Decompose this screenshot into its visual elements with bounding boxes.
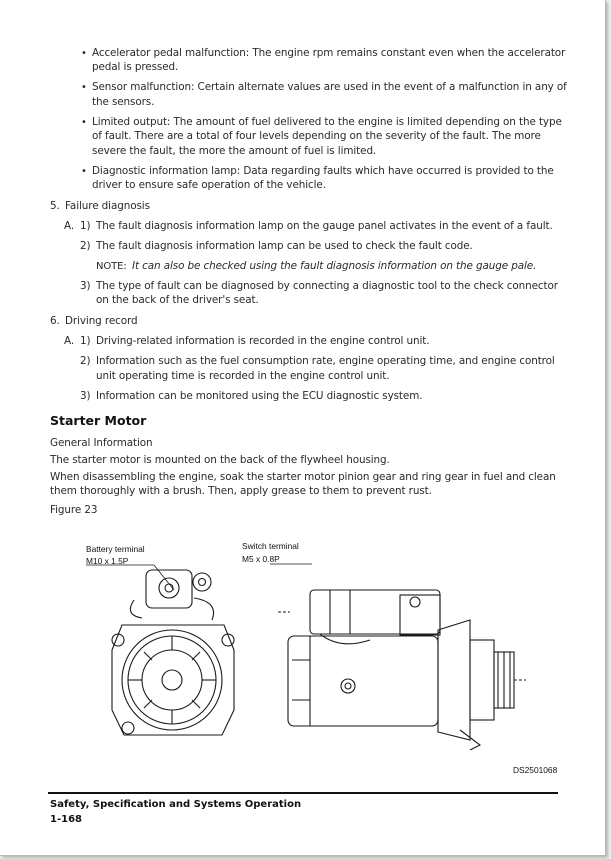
- section-6-item-3-number: 3): [80, 390, 91, 402]
- section-heading: Starter Motor: [50, 413, 147, 428]
- section-5-title: Failure diagnosis: [65, 200, 150, 212]
- section-6-item-2-line-1: Information such as the fuel consumption rate, engine operating time, and engine control: [96, 355, 555, 367]
- section-6-item-2-number: 2): [80, 355, 91, 367]
- bullet-icon: •: [81, 117, 87, 128]
- footer-title: Safety, Specification and Systems Operation: [50, 799, 302, 810]
- section-6-title: Driving record: [65, 315, 138, 327]
- bullet-icon: •: [81, 48, 87, 59]
- section-5-number: 5.: [50, 200, 60, 212]
- switch-terminal-spec: M5 x 0.8P: [242, 554, 280, 564]
- subheading: General Information: [50, 437, 153, 449]
- section-5-item-1-number: 1): [80, 220, 91, 232]
- battery-terminal-spec: M10 x 1.5P: [86, 556, 129, 566]
- bullet-2-line-1: Sensor malfunction: Certain alternate values are used in the event of a malfunction in any of: [92, 81, 567, 93]
- bullet-3-line-2: of fault. There are a total of four levels depending on the severity of the fault. The more: [92, 130, 541, 142]
- section-5-item-3-line-2: on the back of the driver's seat.: [96, 294, 259, 306]
- battery-terminal-label: Battery terminal: [86, 544, 145, 554]
- bullet-4-line-1: Diagnostic information lamp: Data regarding faults which have occurred is provided to the: [92, 165, 554, 177]
- bullet-1-line-2: pedal is pressed.: [92, 61, 179, 73]
- section-5-item-2-number: 2): [80, 240, 91, 252]
- section-5-item-2-text: The fault diagnosis information lamp can be used to check the fault code.: [96, 240, 473, 252]
- starter-motor-side-view: [270, 540, 540, 755]
- page-number: 1-168: [50, 814, 82, 825]
- bullet-icon: •: [81, 166, 87, 177]
- section-6-item-3-text: Information can be monitored using the ECU diagnostic system.: [96, 390, 423, 402]
- bullet-icon: •: [81, 82, 87, 93]
- note-text: It can also be checked using the fault diagnosis information on the gauge pale.: [132, 260, 537, 272]
- footer-rule: [48, 792, 558, 794]
- starter-motor-front-view: [84, 540, 254, 755]
- bullet-1-line-1: Accelerator pedal malfunction: The engine rpm remains constant even when the accelerator: [92, 47, 566, 59]
- section-6-item-1-number: 1): [80, 335, 91, 347]
- image-code: DS2501068: [513, 765, 558, 775]
- bullet-2-line-2: the sensors.: [92, 96, 155, 108]
- figure-caption: Figure 23: [50, 504, 98, 516]
- note-label: NOTE:: [96, 261, 127, 272]
- section-5-item-3-number: 3): [80, 280, 91, 292]
- section-5-item-1-text: The fault diagnosis information lamp on the gauge panel activates in the event of a fault.: [96, 220, 553, 232]
- section-6-number: 6.: [50, 315, 60, 327]
- section-5-group-label: A.: [64, 220, 75, 232]
- section-5-item-3-line-1: The type of fault can be diagnosed by connecting a diagnostic tool to the check connector: [96, 280, 558, 292]
- section-6-item-1-text: Driving-related information is recorded in the engine control unit.: [96, 335, 430, 347]
- bullet-3-line-3: severe the fault, the more the amount of fuel is limited.: [92, 145, 377, 157]
- paragraph-2-line-1: When disassembling the engine, soak the starter motor pinion gear and ring gear in fuel and clean: [50, 471, 556, 483]
- paragraph-2-line-2: them thoroughly with a brush. Then, apply grease to them to prevent rust.: [50, 485, 432, 497]
- section-6-group-label: A.: [64, 335, 75, 347]
- switch-terminal-label: Switch terminal: [242, 541, 299, 551]
- bullet-4-line-2: driver to ensure safe operation of the vehicle.: [92, 179, 326, 191]
- paragraph-1: The starter motor is mounted on the back of the flywheel housing.: [50, 454, 390, 466]
- bullet-3-line-1: Limited output: The amount of fuel delivered to the engine is limited depending on the type: [92, 116, 562, 128]
- section-6-item-2-line-2: unit operating time is recorded in the engine control unit.: [96, 370, 390, 382]
